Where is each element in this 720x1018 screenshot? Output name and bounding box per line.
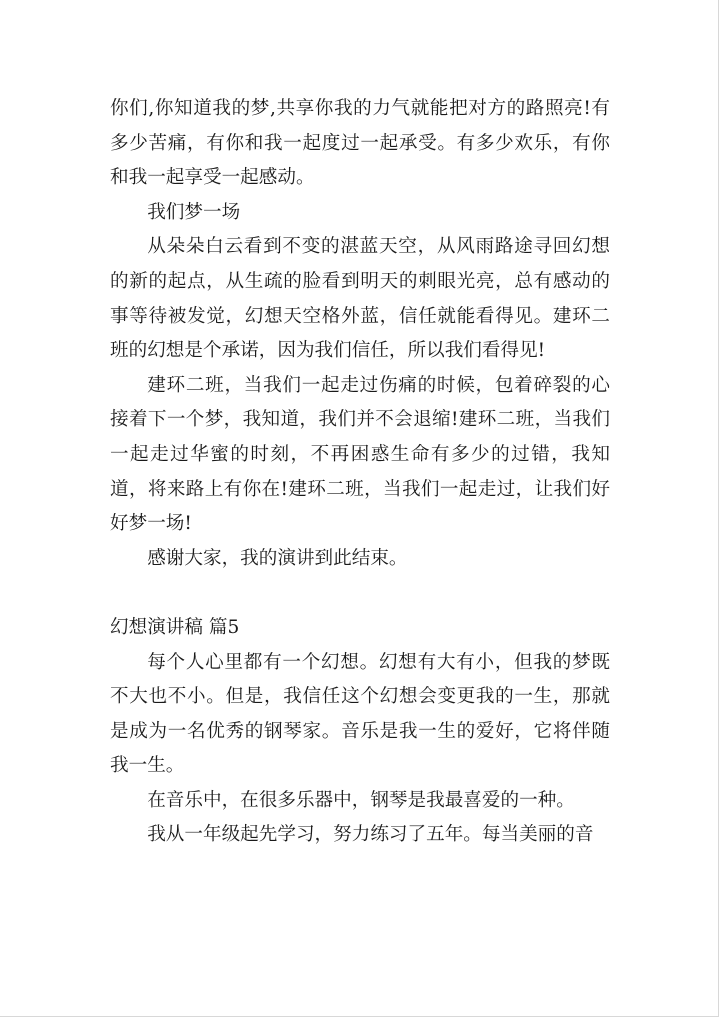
paragraph: 建环二班，当我们一起走过伤痛的时候，包着碎裂的心接着下一个梦，我知道，我们并不会退缩!建环二班，当我们一起走过华蜜的时刻，不再困惑生命有多少的过错，我知道，将来路上有你在!建环二班，当我们一起走过，让我们好好梦一场! — [110, 374, 610, 535]
section-part1 — [110, 92, 610, 576]
section-part2 — [110, 646, 610, 854]
paragraph: 从朵朵白云看到不变的湛蓝天空，从风雨路途寻回幻想的新的起点，从生疏的脸看到明天的刺眼光亮，总有感动的事等待被发觉，幻想天空格外蓝，信任就能看得见。建环二班的幻想是个承诺，因为我们信任，所以我们看得见! — [110, 236, 610, 362]
paragraph: 我们梦一场 — [147, 201, 241, 223]
section-heading: 幻想演讲稿 篇5 — [110, 616, 240, 638]
document-body — [110, 92, 610, 853]
paragraph: 我从一年级起先学习，努力练习了五年。每当美丽的音 — [147, 824, 594, 846]
paragraph: 感谢大家，我的演讲到此结束。 — [147, 547, 408, 569]
paragraph: 你们,你知道我的梦,共享你我的力气就能把对方的路照亮!有多少苦痛，有你和我一起度过一起承受。有多少欢乐，有你和我一起享受一起感动。 — [110, 98, 610, 189]
paragraph: 在音乐中，在很多乐器中，钢琴是我最喜爱的一种。 — [147, 789, 575, 811]
paragraph: 每个人心里都有一个幻想。幻想有大有小，但我的梦既不大也不小。但是，我信任这个幻想会变更我的一生，那就是成为一名优秀的钢琴家。音乐是我一生的爱好，它将伴随我一生。 — [110, 651, 610, 777]
